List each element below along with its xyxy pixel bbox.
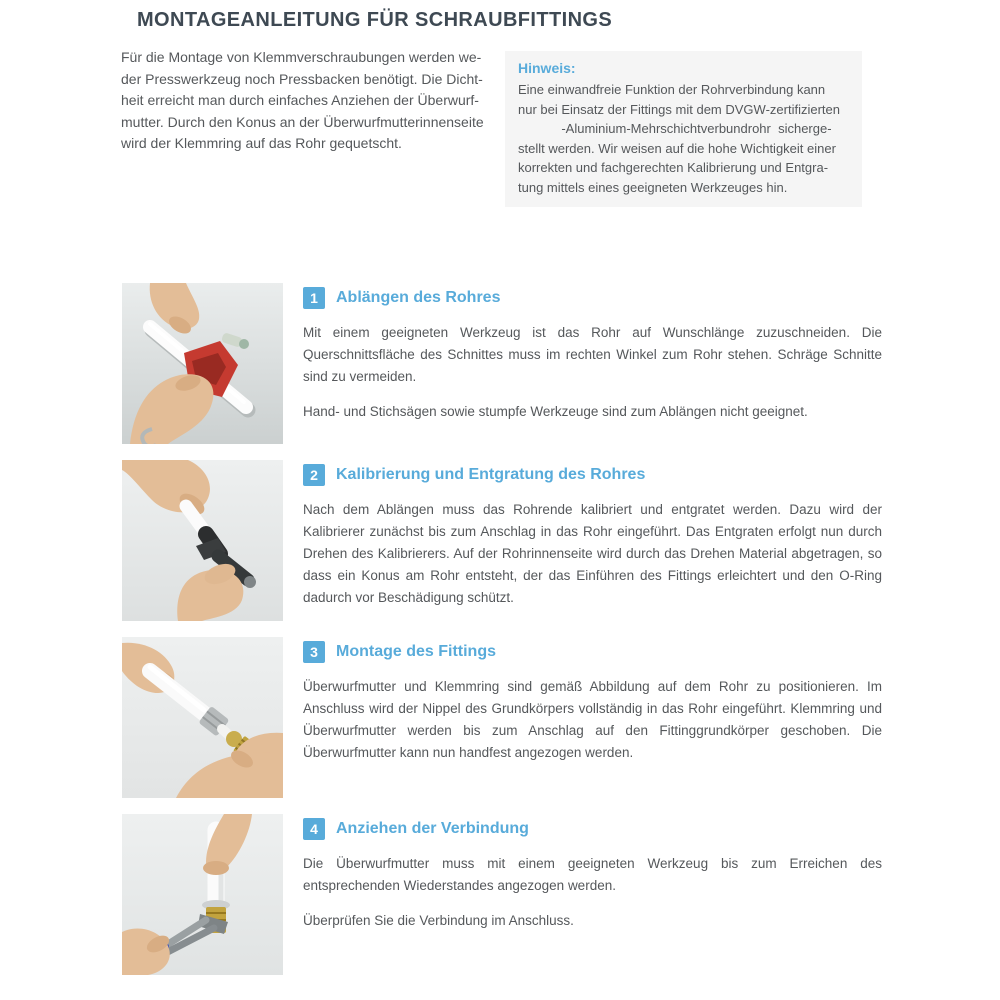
- step-3-paragraph-1: Überwurfmutter und Klemmring sind gemäß Abbildung auf dem Rohr zu positionieren. Im Anschluss wird der Nippel des Grundkörpers vollständig in das Rohr eingeführt. Klemmring und Überwurfmutter werden bis zum Anschlag auf den Fittinggrundkörper geschoben. Die Überwurfmutter kann nun handfest angezogen werden.: [303, 679, 882, 760]
- note-box: [505, 51, 862, 207]
- intro-line: der Presswerkzeug noch Pressbacken benötigt. Die Dicht-: [121, 70, 483, 87]
- step-3: [122, 637, 882, 802]
- note-line: Eine einwandfreie Funktion der Rohrverbindung kann: [518, 82, 826, 97]
- step-2-number-badge: 2: [303, 464, 325, 486]
- step-1-number-badge: 1: [303, 287, 325, 309]
- step-3-number-badge: 3: [303, 641, 325, 663]
- step-2-photo: [122, 460, 283, 621]
- step-4: [122, 814, 882, 979]
- intro-line: mutter. Durch den Konus an der Überwurfmutterinnenseite: [121, 113, 484, 130]
- note-line: -Aluminium-Mehrschichtverbundrohr sicherge-: [518, 121, 832, 136]
- step-1: [122, 283, 882, 448]
- note-line: nur bei Einsatz der Fittings mit dem DVGW-zertifizierten: [518, 101, 840, 117]
- note-line: korrekten und fachgerechten Kalibrierung und Entgra-: [518, 160, 829, 175]
- fitting-assembly-illustration: [122, 637, 283, 798]
- step-1-paragraph-2: Hand- und Stichsägen sowie stumpfe Werkzeuge sind zum Ablängen nicht geeignet.: [303, 404, 808, 419]
- intro-line: heit erreicht man durch einfaches Anziehen der Überwurf-: [121, 92, 479, 108]
- step-4-number-badge: 4: [303, 818, 325, 840]
- step-3-photo: [122, 637, 283, 798]
- step-1-title: Ablängen des Rohres: [336, 289, 501, 306]
- step-2: [122, 460, 882, 625]
- pipe-calibration-illustration: [122, 460, 283, 621]
- step-1-paragraph-1: Mit einem geeigneten Werkzeug ist das Rohr auf Wunschlänge zuzuschneiden. Die Querschnittsfläche des Schnittes muss im rechten Winkel zum Rohr stehen. Schräge Schnitte sind zu vermeiden.: [303, 325, 882, 384]
- step-4-paragraph-2: Überprüfen Sie die Verbindung im Anschluss.: [303, 913, 574, 928]
- step-4-photo: [122, 814, 283, 975]
- page-title: MONTAGEANLEITUNG FÜR SCHRAUBFITTINGS: [137, 9, 613, 31]
- intro-line: wird der Klemmring auf das Rohr gequetscht.: [121, 135, 402, 151]
- step-3-title: Montage des Fittings: [336, 643, 496, 660]
- step-4-paragraph-1: Die Überwurfmutter muss mit einem geeigneten Werkzeug bis zum Erreichen des entsprechenden Wiederstandes angezogen werden.: [303, 856, 882, 893]
- intro-line: Für die Montage von Klemmverschraubungen werden we-: [121, 49, 482, 65]
- step-1-photo: [122, 283, 283, 444]
- intro-paragraph: [121, 47, 499, 155]
- note-label: Hinweis:: [518, 60, 576, 76]
- step-2-title: Kalibrierung und Entgratung des Rohres: [336, 466, 646, 483]
- step-2-paragraph-1: Nach dem Ablängen muss das Rohrende kalibriert und entgratet werden. Dazu wird der Kalibrierer zunächst bis zum Anschlag in das Rohr eingeführt. Das Entgraten erfolgt nun durch Drehen des Kalibrierers. Auf der Rohrinnenseite wird durch das Drehen Material abgetragen, so dass ein Konus am Rohr entsteht, der das Einführen des Fittings erleichtert und den O-Ring dadurch vor Beschädigung schützt.: [303, 502, 882, 605]
- pipe-cutting-illustration: [122, 283, 283, 444]
- tightening-pliers-illustration: [122, 814, 283, 975]
- note-line: stellt werden. Wir weisen auf die hohe Wichtigkeit einer: [518, 140, 836, 156]
- note-line: tung mittels eines geeigneten Werkzeuges hin.: [518, 179, 788, 195]
- step-4-title: Anziehen der Verbindung: [336, 820, 529, 837]
